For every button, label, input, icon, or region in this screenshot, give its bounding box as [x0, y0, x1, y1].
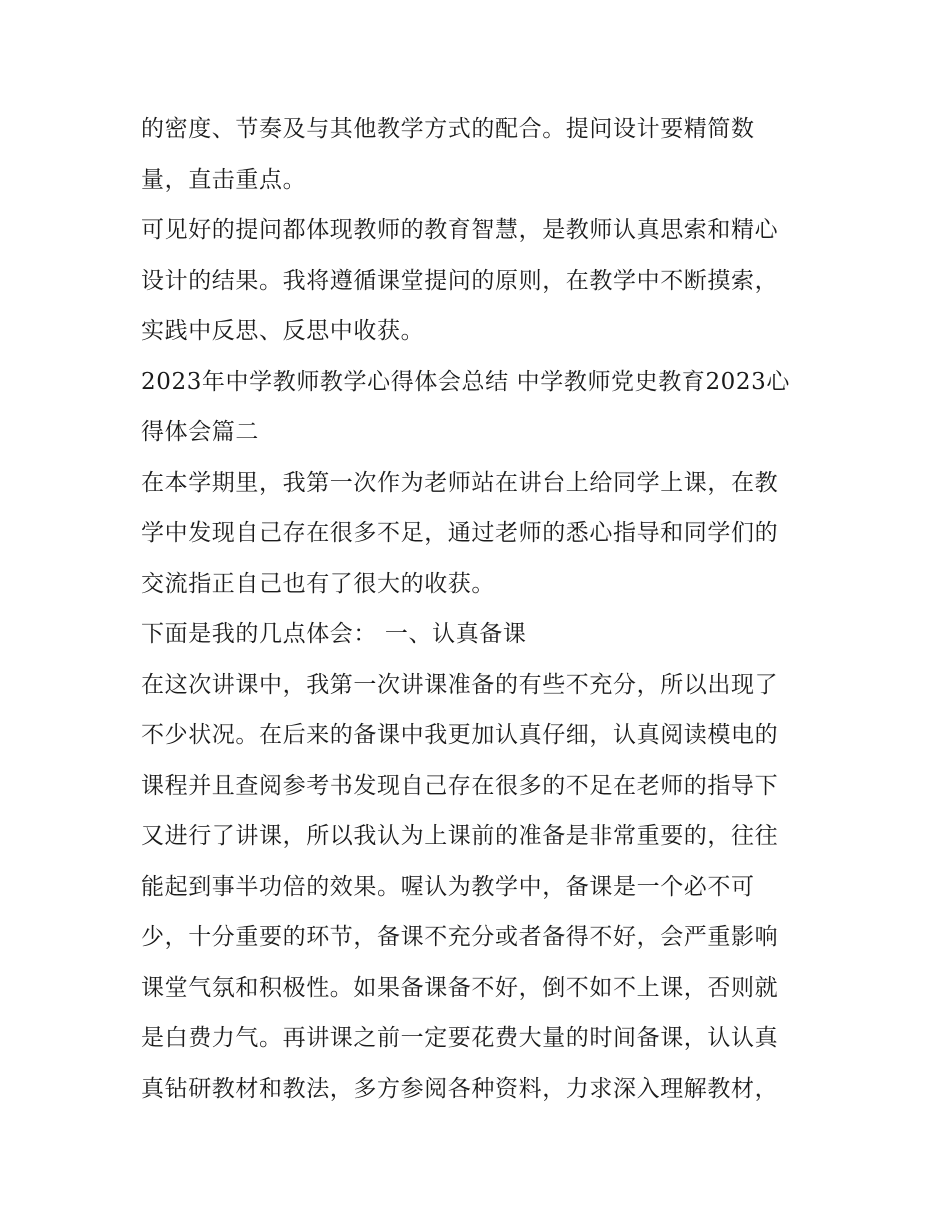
text-line: 不少状况。在后来的备课中我更加认真仔细，认真阅读模电的 — [141, 722, 779, 748]
text-line: 得体会篇二 — [141, 419, 259, 445]
text-line: 真钻研教材和教法，多方参阅各种资料，力求深入理解教材， — [141, 1076, 779, 1102]
text-line: 2023年中学教师教学心得体会总结 中学教师党史教育2023心 — [141, 369, 790, 395]
text-line: 少，十分重要的环节，备课不充分或者备得不好，会严重影响 — [141, 924, 779, 950]
text-line: 量，直击重点。 — [141, 167, 307, 193]
text-line: 能起到事半功倍的效果。喔认为教学中，备课是一个必不可 — [141, 874, 755, 900]
text-line: 学中发现自己存在很多不足，通过老师的悉心指导和同学们的 — [141, 520, 779, 546]
text-line: 交流指正自己也有了很大的收获。 — [141, 571, 495, 597]
text-line: 在本学期里，我第一次作为老师站在讲台上给同学上课，在教 — [141, 470, 779, 496]
text-line: 实践中反思、反思中收获。 — [141, 318, 425, 344]
text-line: 下面是我的几点体会： 一、认真备课 — [141, 621, 527, 647]
text-line: 又进行了讲课，所以我认为上课前的准备是非常重要的，往往 — [141, 823, 779, 849]
text-line: 的密度、节奏及与其他教学方式的配合。提问设计要精简数 — [141, 116, 755, 142]
text-line: 可见好的提问都体现教师的教育智慧，是教师认真思索和精心 — [141, 217, 779, 243]
text-line: 是白费力气。再讲课之前一定要花费大量的时间备课，认认真 — [141, 1025, 779, 1051]
text-line: 在这次讲课中，我第一次讲课准备的有些不充分，所以出现了 — [141, 672, 779, 698]
text-line: 设计的结果。我将遵循课堂提问的原则，在教学中不断摸索， — [141, 268, 779, 294]
text-line: 课程并且查阅参考书发现自己存在很多的不足在老师的指导下 — [141, 773, 779, 799]
text-line: 课堂气氛和积极性。如果备课备不好，倒不如不上课，否则就 — [141, 975, 779, 1001]
